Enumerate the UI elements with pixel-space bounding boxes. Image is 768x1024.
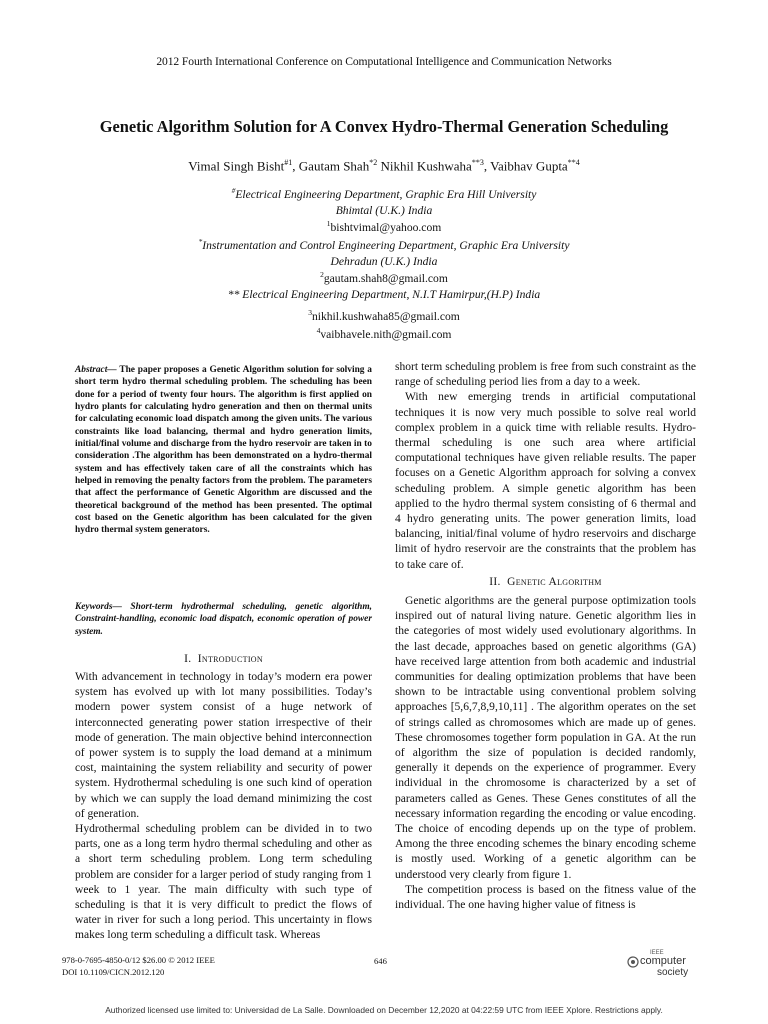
paragraph: The competition process is based on the fitness value of the individual. The one having higher value of fitness is (395, 883, 696, 912)
paper-title: Genetic Algorithm Solution for A Convex Hydro-Thermal Generation Scheduling (99, 117, 669, 136)
affiliation-3 (40, 287, 728, 303)
section-heading-genetic-algorithm (395, 576, 696, 588)
author-name: Vimal Singh Bisht (188, 158, 285, 174)
paragraph: With new emerging trends in artificial computational techniques it is now very much possible to solve real world complex problem in a quick time with reliable results. Hydro-thermal scheduling is one such area where artificial computational techniques have given reliable results. The paper focuses on a Genetic Algorithm approach for solving a convex scheduling problem. A simple genetic algorithm has been applied to the hydro thermal system consisting of 6 thermal and 4 hydro generating units. The power generation limits, load balancing, initial/final volume of hydro reservoirs and discharge limit of hydro reservoir are the constraints that the problem has to take care of. (395, 391, 696, 571)
affiliation-line: ** Electrical Engineering Department, N.I.T Hamirpur,(H.P) India (227, 288, 541, 301)
keywords: Keywords— Short-term hydrothermal scheduling, genetic algorithm, Constraint-handling, economic load dispatch, economic operation of power system. (75, 602, 372, 637)
author-name: Nikhil Kushwaha (380, 158, 472, 174)
email-4 (40, 323, 728, 343)
author-mark: **3 (471, 158, 484, 167)
abstract (75, 364, 372, 537)
affiliation-1 (40, 183, 728, 219)
email-text: vaibhavele.nith@gmail.com (320, 327, 452, 341)
author-list (40, 158, 728, 174)
section-number: I. (184, 653, 192, 665)
email-mark: 1 (326, 219, 331, 228)
email-3 (40, 305, 728, 325)
footer-doi: DOI 10.1109/CICN.2012.120 (62, 967, 165, 977)
logo-computer-text: computer (640, 955, 686, 967)
introduction-body (75, 670, 372, 944)
email-text: gautam.shah8@gmail.com (323, 271, 448, 285)
author-mark: **4 (567, 158, 580, 167)
author-name: Vaibhav Gupta (490, 158, 568, 174)
right-column-intro (395, 360, 696, 573)
footer-isbn-doi (62, 954, 215, 978)
conference-header: 2012 Fourth International Conference on Computational Intelligence and Communication Networks (156, 55, 612, 68)
logo-society-text: society (657, 967, 689, 978)
section-title: Introduction (197, 653, 263, 665)
email-text: nikhil.kushwaha85@gmail.com (311, 309, 460, 323)
page-number: 646 (374, 956, 387, 966)
genetic-algorithm-body (395, 594, 696, 913)
affiliation-line: Electrical Engineering Department, Graphic Era Hill University (235, 187, 537, 201)
author-separator: , (483, 158, 491, 174)
author-mark: #1 (284, 158, 293, 167)
computer-society-logo (625, 950, 695, 980)
email-text: bishtvimal@yahoo.com (330, 220, 442, 234)
affiliation-line: Instrumentation and Control Engineering Department, Graphic Era University (202, 238, 570, 252)
paragraph: Hydrothermal scheduling problem can be divided in to two parts, one as a long term hydro thermal scheduling and other as a short term scheduling problem. Long term scheduling problem are consider for a larger period of study ranging from 1 week to 1 year. The main difficulty with such type of scheduling is that it is very difficult to predict the flows of water in river for such a long period. This uncertainty in flows makes long term scheduling a difficult task. Whereas (75, 823, 372, 942)
license-notice: Authorized licensed use limited to: Universidad de La Salle. Downloaded on December 12,2020 at 04:22:59 UTC from IEEE Xplore. Restrictions apply. (105, 1005, 663, 1015)
paragraph: With advancement in technology in today’s modern era power system has evolved up with lot many possibilities. Today’s modern power system consist of a huge network of interconnected generating power station irrespective of their mode of generation. The main objective behind interconnection of power system is to supply the load demand at a minimum cost, maintaining the system reliability and security of power system. Hydrothermal scheduling is one such kind of operation by which we can supply the load demand minimizing the cost of generation. (75, 671, 372, 820)
logo-swirl-icon (627, 956, 639, 968)
email-2 (40, 267, 728, 287)
author-mark: *2 (369, 158, 378, 167)
abstract-text: The paper proposes a Genetic Algorithm solution for solving a short term hydro thermal scheduling problem. The scheduling has been done for a period of twenty four hours. The algorithm is first applied on hydro plants for calculating hydro generation and then on thermal units for calculating economic load dispatch among the given units. The various constraints like load balancing, thermal and hydro generation limits, initial/final volume and discharge from the hydro reservoir are taken in to consideration .The algorithm has been demonstrated on a hydro-thermal system and has effectively taken care of all the constraints which has helped in removing the penalty factors from the problem. The parameters that affect the performance of Genetic Algorithm are discussed and the theoretical background of the method has been presented. The optimal cost based on the Genetic algorithm has been calculated for the given hydro thermal system generators. (75, 365, 372, 536)
paragraph: short term scheduling problem is free from such constraint as the range of scheduling period lies from a day to a week. (395, 361, 696, 389)
abstract-lead: Abstract— (75, 365, 117, 375)
affiliation-mark: # (231, 186, 236, 195)
email-1 (40, 216, 728, 236)
email-mark: 4 (316, 326, 321, 335)
email-mark: 2 (320, 270, 324, 279)
paragraph: Genetic algorithms are the general purpose optimization tools inspired out of natural living nature. Genetic algorithm lies in the categories of most widely used evolutionary algorithms. In the last decade, approaches based on genetic algorithms (GA) have received large attention from both academic and industrial communities for dealing optimization problems that have been shown to be intractable using conventional problem solving approaches [5,6,7,8,9,10,11] . The algorithm operates on the set of strings called as chromosomes which are made up of genes. These chromosomes together form population in GA. At the run of algorithm the size of population is decided randomly, generally it depends on the experience of programmer. Every individual in the chromosome is characterized by a set of parameters called as Genes. These Genes constitutes of all the necessary information regarding the encoding or value encoding. The choice of encoding depends up on the type of problem. Among the three encoding schemes the binary encoding scheme is mostly used. Working of a genetic algorithm can be understood very clearly from figure 1. (395, 595, 696, 881)
email-mark: 3 (308, 308, 312, 317)
affiliation-2 (40, 234, 728, 270)
author-separator: , (292, 158, 299, 174)
section-title: Genetic Algorithm (507, 576, 602, 588)
section-heading-introduction (75, 653, 372, 665)
affiliation-mark: * (198, 237, 203, 246)
affiliation-line: Bhimtal (U.K.) India (335, 203, 433, 217)
footer-isbn: 978-0-7695-4850-0/12 $26.00 © 2012 IEEE (62, 955, 215, 965)
author-name: Gautam Shah (298, 158, 370, 174)
affiliation-line: Dehradun (U.K.) India (330, 254, 438, 268)
section-number: II. (489, 576, 501, 588)
logo-ieee-text: IEEE (650, 950, 664, 956)
